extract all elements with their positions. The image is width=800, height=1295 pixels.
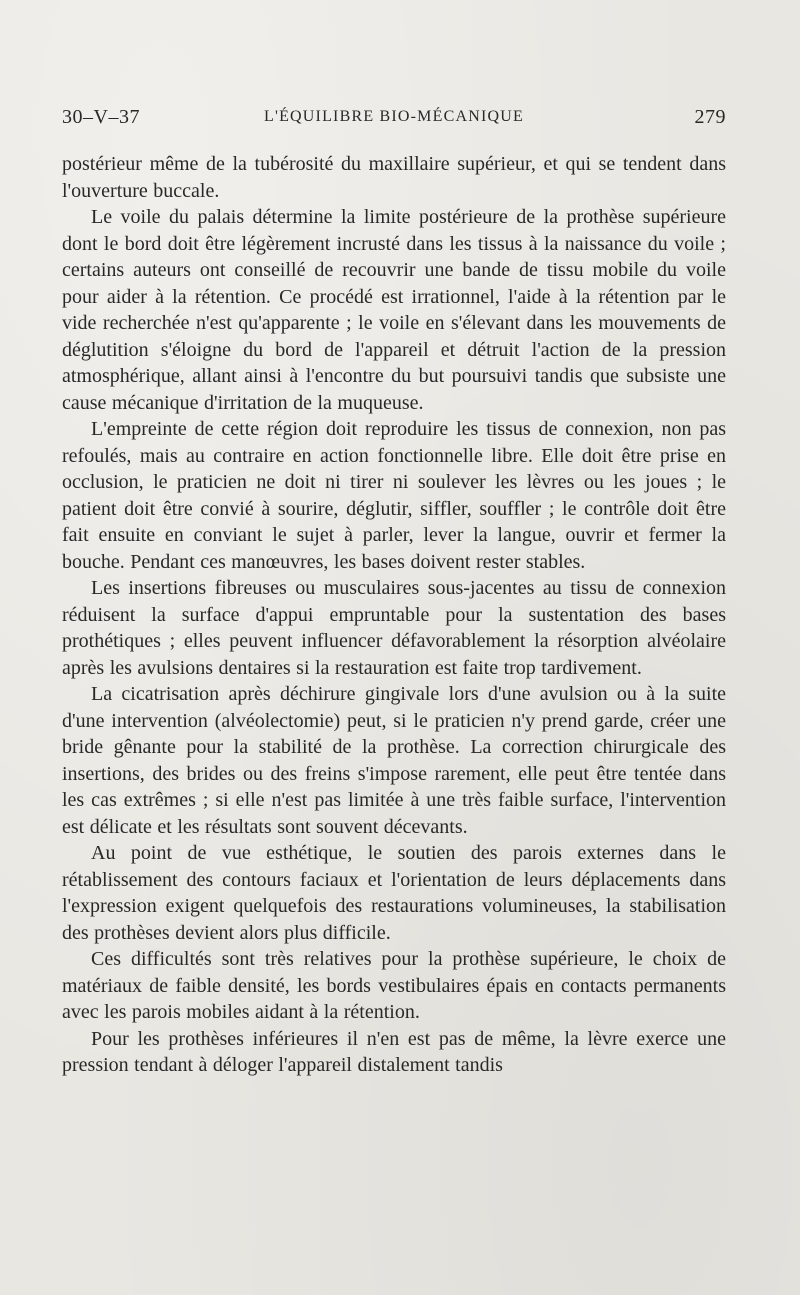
running-header [62, 106, 726, 136]
paragraph-4: Les insertions fibreuses ou musculaires sous-jacentes au tissu de connexion réduisent la surface d'appui empruntable pour la sustentation des bases prothétiques ; elles peuvent influencer défavorablement la résorption alvéolaire après les avulsions dentaires si la restauration est faite trop tardivement. [62, 577, 726, 679]
paragraph-3: L'empreinte de cette région doit reproduire les tissus de connexion, non pas refoulés, mais au contraire en action fonctionnelle libre. Elle doit être prise en occlusion, le praticien ne doit ni tirer ni soulever les lèvres ou les joues ; le patient doit être convié à sourire, déglutir, siffler, souffler ; le contrôle doit être fait ensuite en conviant le sujet à parler, lever la langue, ouvrir et fermer la bouche. Pendant ces manœuvres, les bases doivent rester stables. [62, 418, 726, 573]
paragraph-1: postérieur même de la tubérosité du maxillaire supérieur, et qui se tendent dans l'ouverture buccale. [62, 153, 726, 202]
header-date: 30–V–37 [62, 106, 140, 128]
paragraph-5: La cicatrisation après déchirure gingivale lors d'une avulsion ou à la suite d'une intervention (alvéolectomie) peut, si le praticien n'y prend garde, créer une bride gênante pour la stabilité de la prothèse. La correction chirurgicale des insertions, des brides ou des freins s'impose rarement, elle peut être tentée dans les cas extrêmes ; si elle n'est pas limitée à une très faible surface, l'intervention est délicate et les résultats sont souvent décevants. [62, 683, 726, 838]
paragraph-7: Ces difficultés sont très relatives pour la prothèse supérieure, le choix de matériaux de faible densité, les bords vestibulaires épais en contacts permanents avec les parois mobiles aidant à la rétention. [62, 948, 726, 1023]
header-title: L'ÉQUILIBRE BIO-MÉCANIQUE [264, 108, 524, 125]
page-number: 279 [694, 106, 726, 128]
paragraph-2: Le voile du palais détermine la limite postérieure de la prothèse supérieure dont le bord doit être légèrement incrusté dans les tissus à la naissance du voile ; certains auteurs ont conseillé de recouvrir une bande de tissu mobile du voile pour aider à la rétention. Ce procédé est irrationnel, l'aide à la rétention par le vide recherchée n'est qu'apparente ; le voile en s'élevant dans les mouvements de déglutition s'éloigne du bord de l'appareil et détruit l'action de la pression atmosphérique, allant ainsi à l'encontre du but poursuivi tandis que subsiste une cause mécanique d'irritation de la muqueuse. [62, 206, 726, 414]
page-body [62, 151, 726, 1079]
paragraph-8: Pour les prothèses inférieures il n'en est pas de même, la lèvre exerce une pression tendant à déloger l'appareil distalement tandis [62, 1027, 726, 1076]
paragraph-6: Au point de vue esthétique, le soutien des parois externes dans le rétablissement des contours faciaux et l'orientation de leurs déplacements dans l'expression exigent quelquefois des restaurations volumineuses, la stabilisation des prothèses devient alors plus difficile. [62, 842, 726, 944]
